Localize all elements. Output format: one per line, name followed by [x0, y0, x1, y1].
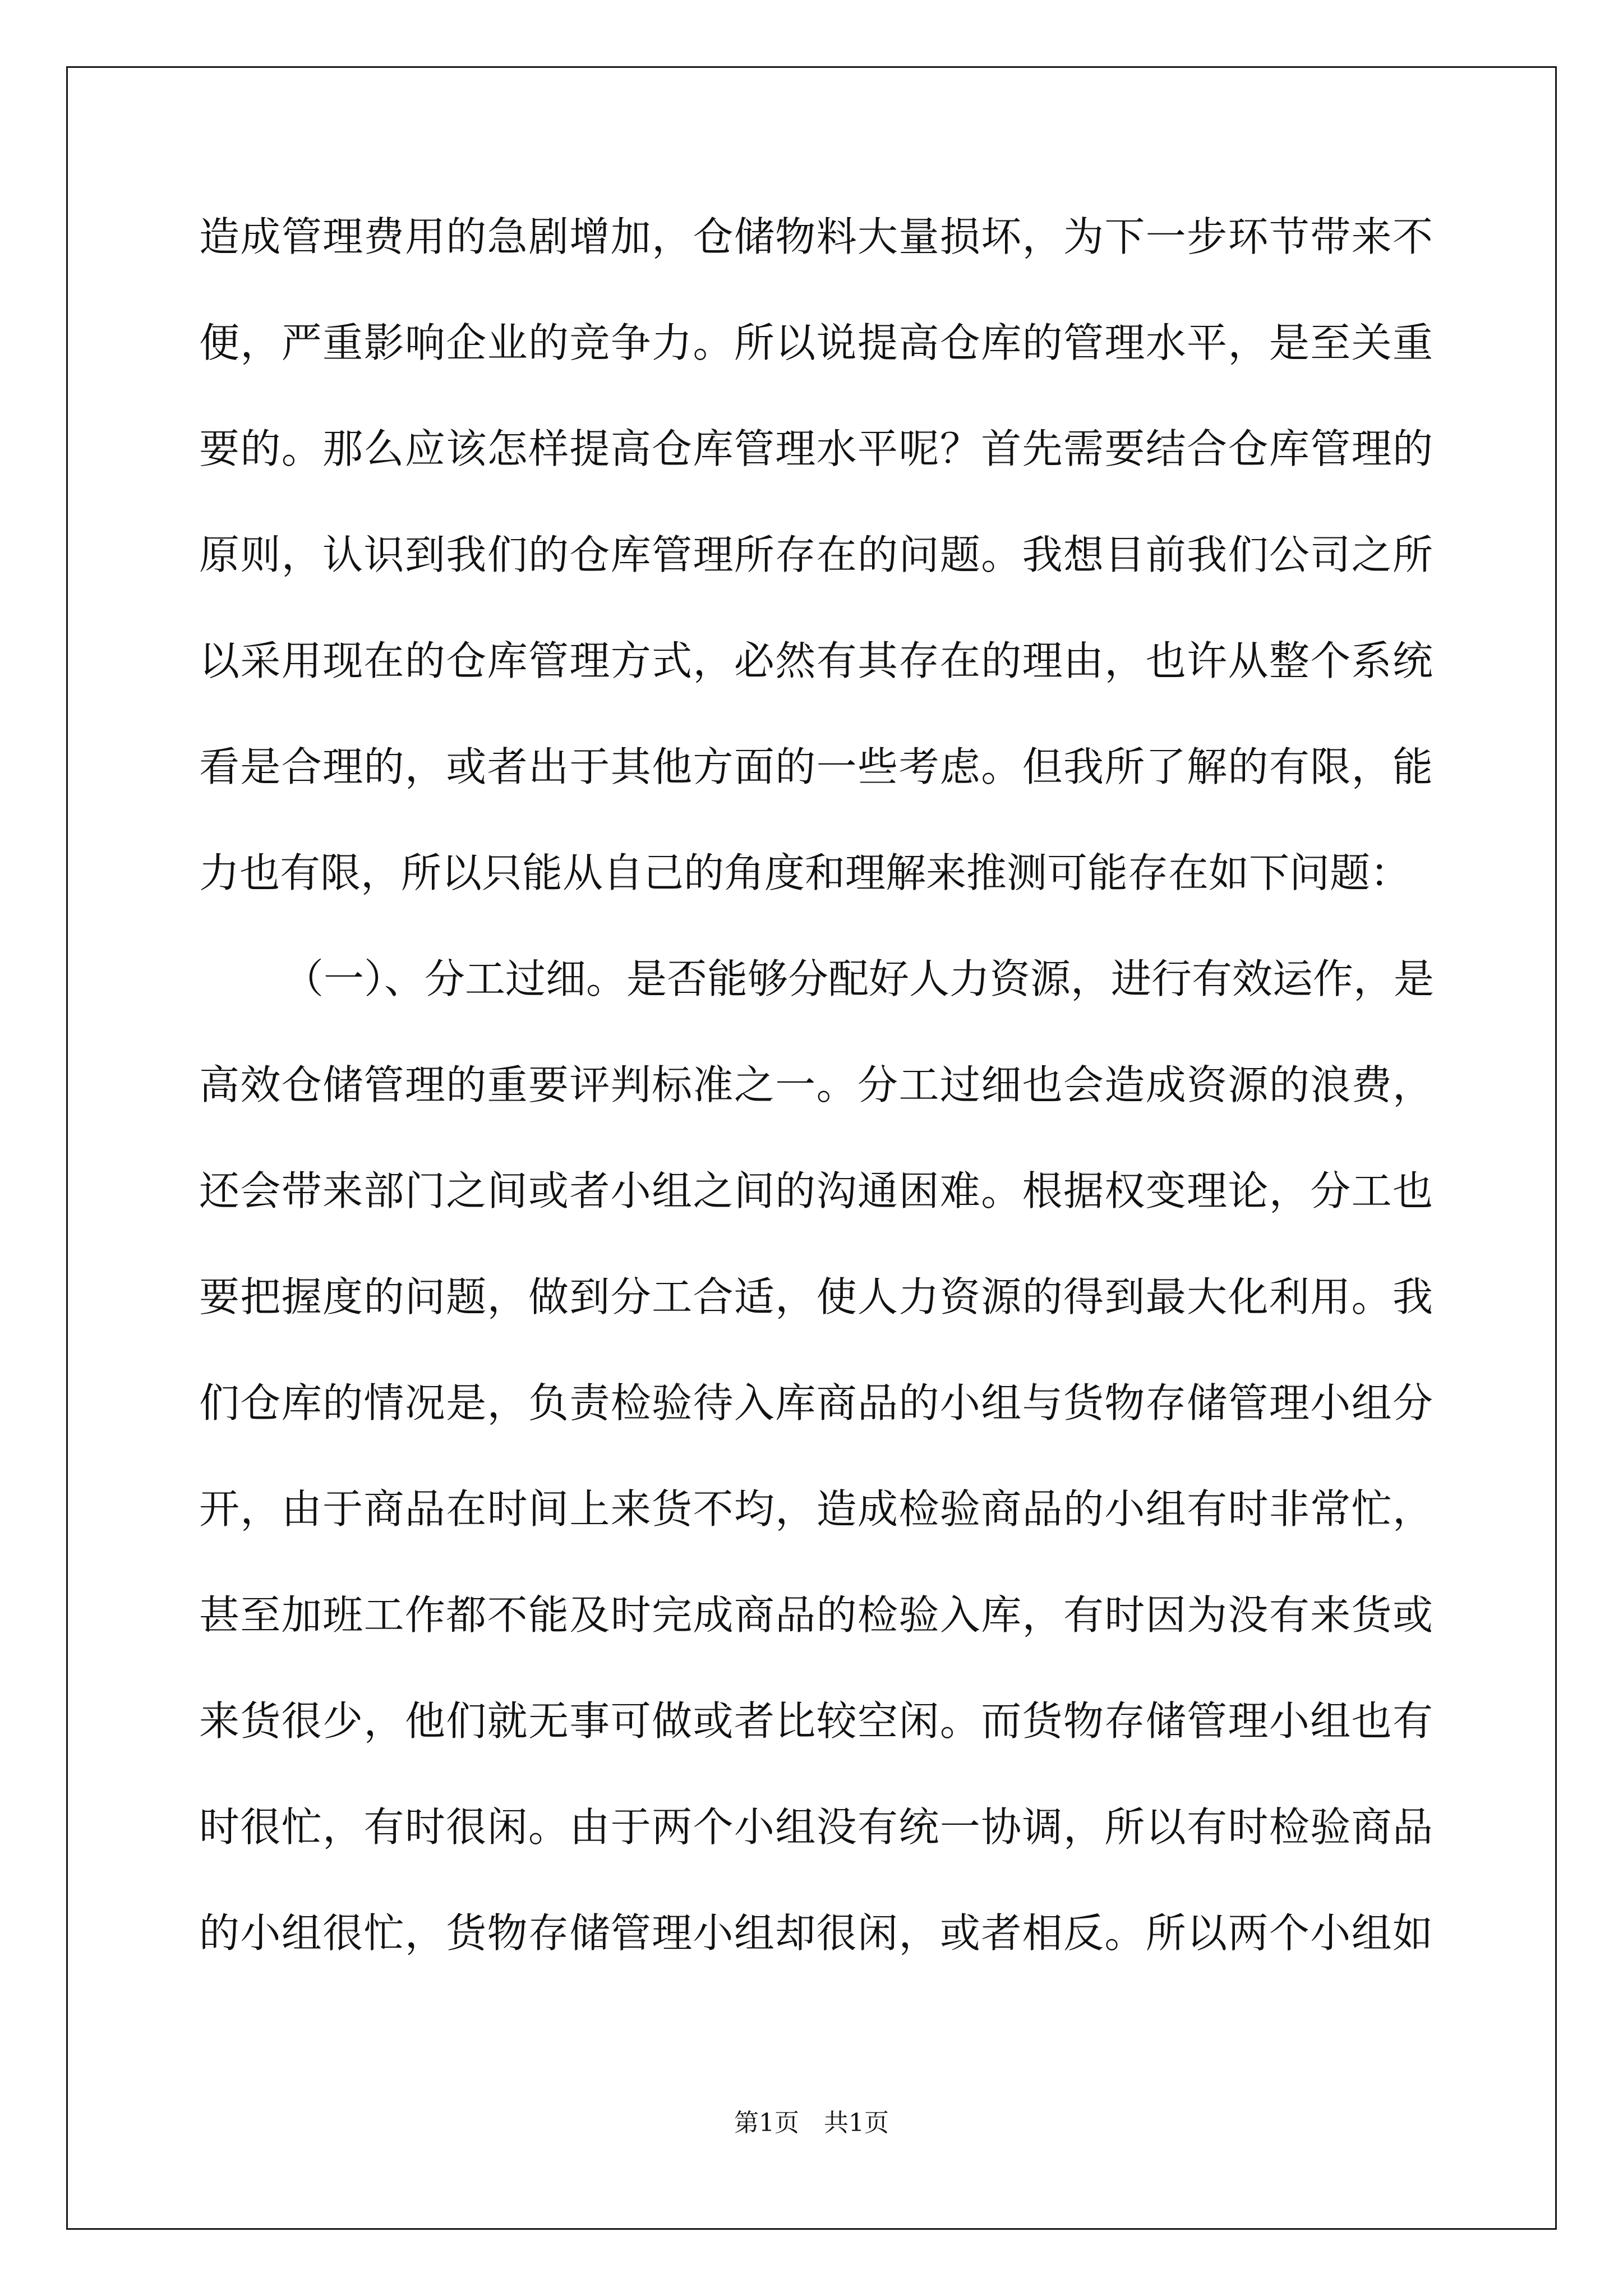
paragraph-line: 甚至加班工作都不能及时完成商品的检验入库，有时因为没有来货或 — [199, 1591, 1433, 1639]
paragraph-line: 高效仓储管理的重要评判标准之一。分工过细也会造成资源的浪费， — [199, 1061, 1433, 1108]
page-footer: 第1页 共1页 — [734, 2109, 889, 2137]
paragraph-line: 来货很少，他们就无事可做或者比较空闲。而货物存储管理小组也有 — [199, 1697, 1433, 1745]
paragraph-line: 要把握度的问题，做到分工合适，使人力资源的得到最大化利用。我 — [199, 1273, 1433, 1320]
paragraph-line: （一）、分工过细。是否能够分配好人力资源，进行有效运作，是 — [283, 955, 1435, 1002]
paragraph-line: 力也有限，所以只能从自己的角度和理解来推测可能存在如下问题： — [199, 849, 1411, 896]
paragraph-line: 原则，认识到我们的仓库管理所存在的问题。我想目前我们公司之所 — [199, 531, 1433, 578]
paragraph-line: 们仓库的情况是，负责检验待入库商品的小组与货物存储管理小组分 — [199, 1379, 1433, 1427]
paragraph-line: 时很忙，有时很闲。由于两个小组没有统一协调，所以有时检验商品 — [199, 1803, 1433, 1851]
paragraph-line: 还会带来部门之间或者小组之间的沟通困难。根据权变理论，分工也 — [199, 1167, 1433, 1214]
paragraph-line: 开，由于商品在时间上来货不均，造成检验商品的小组有时非常忙， — [199, 1485, 1433, 1533]
paragraph-line: 以采用现在的仓库管理方式，必然有其存在的理由，也许从整个系统 — [199, 637, 1433, 684]
paragraph-line: 要的。那么应该怎样提高仓库管理水平呢？首先需要结合仓库管理的 — [199, 425, 1433, 472]
paragraph-line: 便，严重影响企业的竞争力。所以说提高仓库的管理水平，是至关重 — [199, 319, 1433, 366]
paragraph-line: 看是合理的，或者出于其他方面的一些考虑。但我所了解的有限，能 — [199, 743, 1433, 790]
paragraph-line: 造成管理费用的急剧增加，仓储物料大量损坏，为下一步环节带来不 — [199, 213, 1433, 260]
paragraph-line: 的小组很忙，货物存储管理小组却很闲，或者相反。所以两个小组如 — [199, 1910, 1433, 1957]
document-body — [199, 213, 1433, 2016]
